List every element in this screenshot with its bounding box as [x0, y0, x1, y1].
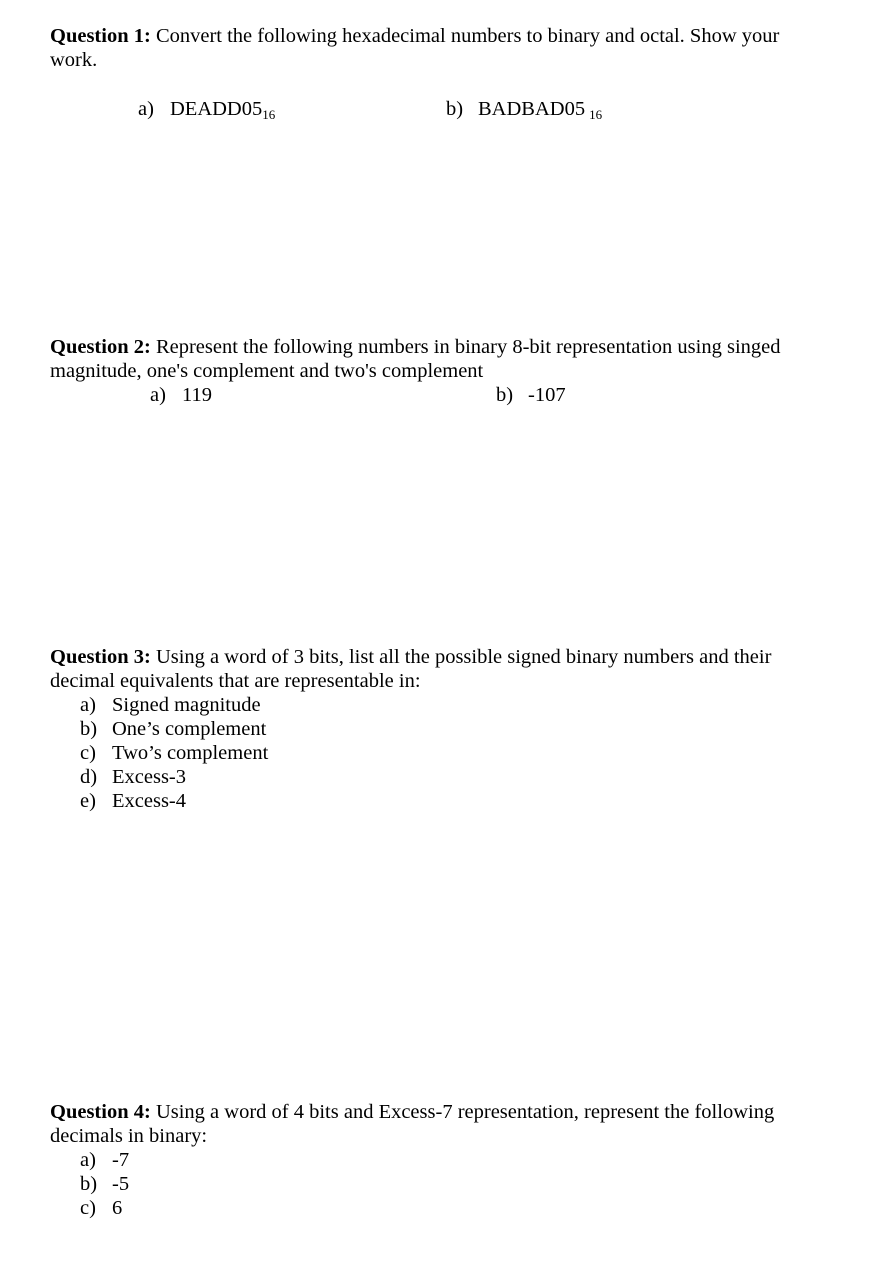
item-text: -5	[112, 1173, 130, 1195]
item-subscript: 16	[589, 107, 603, 122]
item-text: 6	[112, 1197, 123, 1219]
question-4-text-line-2: decimals in binary:	[50, 1125, 208, 1147]
item-letter: b)	[446, 98, 464, 120]
question-1-label: Question 1:	[50, 25, 151, 47]
question-3-text-line-1: Using a word of 3 bits, list all the possible signed binary numbers and their	[155, 646, 772, 668]
question-4-text-line-1: Using a word of 4 bits and Excess-7 representation, represent the following	[155, 1101, 775, 1123]
item-letter: c)	[80, 1197, 96, 1219]
question-4-item-b	[80, 1172, 129, 1196]
question-3-item-d	[80, 765, 186, 789]
question-1-item-a	[138, 97, 275, 123]
question-2-text-line-2: magnitude, one's complement and two's complement	[50, 360, 484, 382]
item-text: Two’s complement	[112, 742, 269, 764]
question-4-item-c	[80, 1196, 122, 1220]
question-3-label: Question 3:	[50, 646, 151, 668]
item-value: DEADD05	[170, 98, 263, 120]
question-1-item-b	[446, 97, 602, 123]
item-text: Signed magnitude	[112, 694, 261, 716]
item-subscript: 16	[262, 107, 276, 122]
question-3-text-line-2: decimal equivalents that are representable in:	[50, 670, 421, 692]
item-letter: b)	[80, 718, 98, 740]
item-letter: a)	[150, 384, 166, 406]
question-2-text-line-1: Represent the following numbers in binary 8-bit representation using singed	[155, 336, 781, 358]
question-2-label: Question 2:	[50, 336, 151, 358]
question-4-item-a	[80, 1148, 129, 1172]
question-4-label: Question 4:	[50, 1101, 151, 1123]
question-3-item-e	[80, 789, 186, 813]
item-text: Excess-3	[112, 766, 187, 788]
question-1-line-1	[50, 24, 810, 48]
item-letter: e)	[80, 790, 96, 812]
item-letter: b)	[80, 1173, 98, 1195]
question-2-item-a	[150, 383, 212, 407]
item-letter: a)	[138, 98, 154, 120]
question-1-text-line-2: work.	[50, 49, 98, 71]
question-2-line-1	[50, 335, 810, 359]
item-letter: b)	[496, 384, 514, 406]
question-3-line-2	[50, 669, 810, 693]
question-3-item-c	[80, 741, 268, 765]
question-4-line-2	[50, 1124, 810, 1148]
item-value: -107	[528, 384, 566, 406]
question-4-line-1	[50, 1100, 810, 1124]
item-letter: d)	[80, 766, 98, 788]
item-letter: c)	[80, 742, 96, 764]
question-3-line-1	[50, 645, 810, 669]
question-1-text-line-1: Convert the following hexadecimal numbers to binary and octal. Show your	[155, 25, 780, 47]
item-letter: a)	[80, 694, 96, 716]
item-text: Excess-4	[112, 790, 187, 812]
item-text: One’s complement	[112, 718, 267, 740]
question-1-line-2	[50, 48, 810, 72]
item-letter: a)	[80, 1149, 96, 1171]
question-2-line-2	[50, 359, 810, 383]
item-value: BADBAD05	[478, 98, 586, 120]
item-text: -7	[112, 1149, 130, 1171]
question-3-item-b	[80, 717, 266, 741]
question-2-item-b	[496, 383, 566, 407]
question-3-item-a	[80, 693, 261, 717]
item-value: 119	[182, 384, 212, 406]
